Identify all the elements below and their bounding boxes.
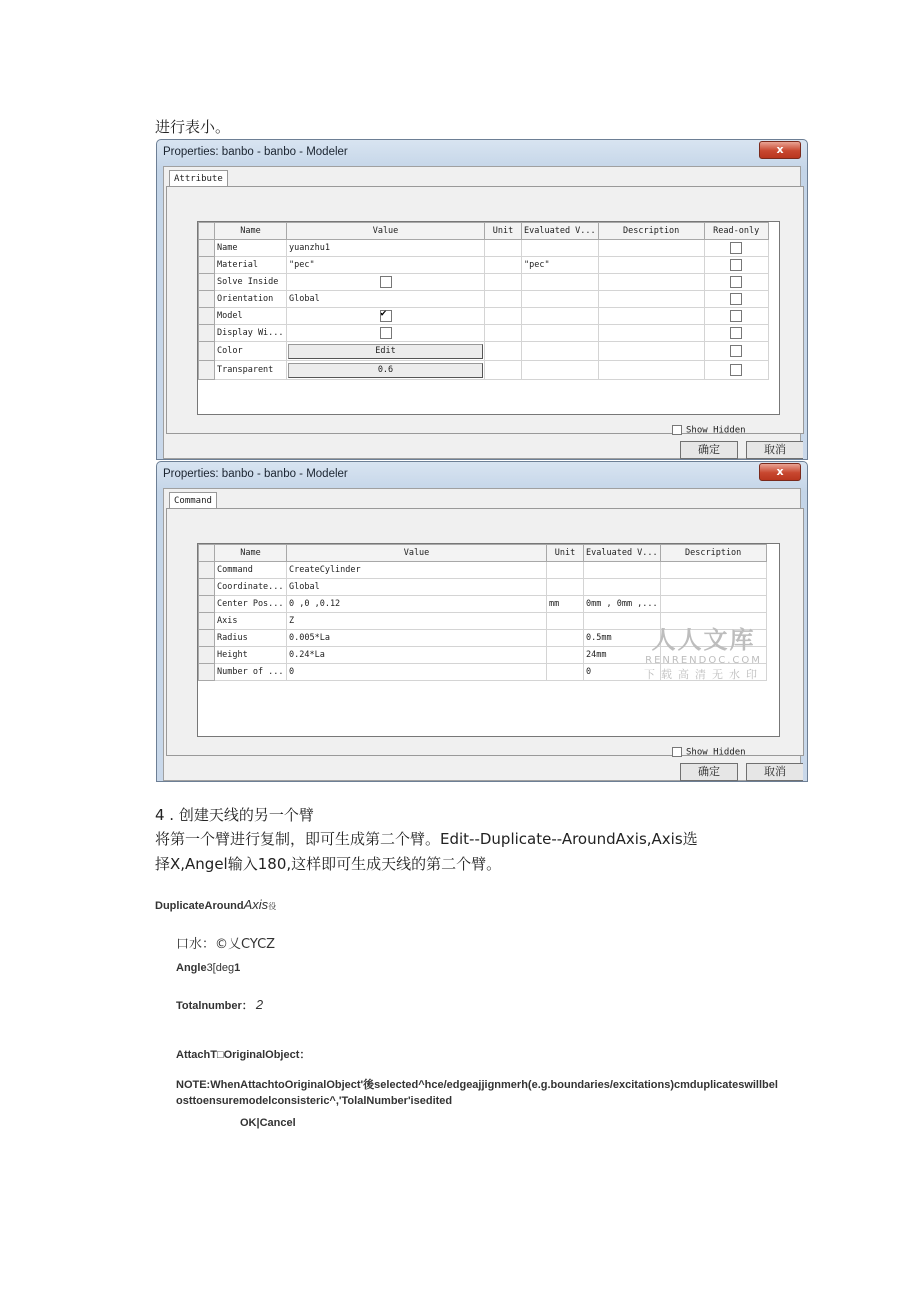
table-row[interactable] — [199, 308, 769, 325]
value-cell[interactable]: 0 ,0 ,0.12 — [287, 596, 547, 613]
column-header[interactable]: Evaluated V... — [522, 223, 599, 240]
evaluated-cell — [522, 325, 599, 342]
readonly-cell — [704, 308, 768, 325]
value-cell[interactable]: 0.005*La — [287, 630, 547, 647]
readonly-checkbox[interactable] — [730, 276, 742, 288]
readonly-cell — [704, 240, 768, 257]
unit-cell — [485, 361, 522, 380]
title-bar — [157, 462, 807, 488]
total-number-value: 2 — [255, 997, 264, 1012]
total-number-label: Totalnumber： — [176, 1000, 253, 1012]
readonly-checkbox[interactable] — [730, 327, 742, 339]
unit-cell — [485, 308, 522, 325]
name-cell: Transparent — [215, 361, 287, 380]
description-cell[interactable] — [660, 562, 766, 579]
column-header[interactable]: Name — [215, 545, 287, 562]
dialog-title-c: 役 — [268, 902, 277, 911]
row-header[interactable] — [199, 630, 215, 647]
tab-panel — [166, 186, 804, 434]
value-cell[interactable]: Global — [287, 579, 547, 596]
table-row[interactable] — [199, 361, 769, 380]
value-cell[interactable] — [287, 325, 485, 342]
table-row[interactable] — [199, 562, 767, 579]
column-header[interactable]: Name — [215, 223, 287, 240]
table-row[interactable] — [199, 596, 767, 613]
angle-suffix: 1 — [234, 962, 241, 974]
unit-cell: mm — [547, 596, 584, 613]
row-header[interactable] — [199, 342, 215, 361]
window-title: Properties: banbo - banbo - Modeler — [163, 146, 348, 158]
section-heading: 4 . 创建天线的另一个臂 — [155, 806, 314, 824]
readonly-checkbox[interactable] — [730, 293, 742, 305]
column-header[interactable]: Description — [660, 545, 766, 562]
column-header[interactable]: Evaluated V... — [584, 545, 661, 562]
unit-cell — [485, 274, 522, 291]
title-bar — [157, 140, 807, 166]
name-cell: Command — [215, 562, 287, 579]
cancel-button[interactable]: 取消 — [746, 763, 803, 781]
value-cell — [287, 342, 485, 361]
evaluated-cell — [522, 361, 599, 380]
evaluated-cell: 0mm , 0mm ,... — [584, 596, 661, 613]
name-cell: Solve Inside — [215, 274, 287, 291]
row-header[interactable] — [199, 579, 215, 596]
evaluated-cell — [522, 240, 599, 257]
table-row[interactable] — [199, 240, 769, 257]
attach-line: AttachT□OriginalObject： — [176, 1049, 311, 1061]
value-cell[interactable]: Z — [287, 613, 547, 630]
show-hidden-option[interactable] — [672, 747, 746, 758]
row-header-corner — [199, 545, 215, 562]
row-header[interactable] — [199, 562, 215, 579]
name-cell: Radius — [215, 630, 287, 647]
note-text — [176, 1077, 816, 1109]
evaluated-cell: "pec" — [522, 257, 599, 274]
row-header[interactable] — [199, 240, 215, 257]
description-cell[interactable] — [598, 291, 704, 308]
transparent-slider-button[interactable]: 0.6 — [288, 363, 483, 378]
table-header-row — [199, 223, 769, 240]
unit-cell — [547, 613, 584, 630]
intro-text: 进行表小。 — [155, 118, 231, 136]
row-header[interactable] — [199, 291, 215, 308]
column-header[interactable]: Unit — [485, 223, 522, 240]
watermark — [644, 620, 763, 682]
description-cell[interactable] — [660, 596, 766, 613]
row-header[interactable] — [199, 664, 215, 681]
row-header[interactable] — [199, 361, 215, 380]
axis-options: 口水：©乂CYCZ — [176, 937, 276, 952]
readonly-checkbox[interactable] — [730, 310, 742, 322]
name-cell: Color — [215, 342, 287, 361]
readonly-cell — [704, 325, 768, 342]
value-cell[interactable]: CreateCylinder — [287, 562, 547, 579]
window-title: Properties: banbo - banbo - Modeler — [163, 468, 348, 480]
row-header[interactable] — [199, 257, 215, 274]
paragraph-line: 将第一个臂进行复制，即可生成第二个臂。Edit--Duplicate--AroundAxis,Axis选 — [155, 830, 698, 848]
table-header-row — [199, 545, 767, 562]
readonly-checkbox[interactable] — [730, 345, 742, 357]
table-row[interactable] — [199, 291, 769, 308]
show-hidden-option[interactable] — [672, 425, 746, 436]
description-cell[interactable] — [598, 325, 704, 342]
column-header[interactable]: Value — [287, 223, 485, 240]
close-button[interactable]: x — [759, 141, 801, 159]
value-cell[interactable] — [287, 274, 485, 291]
dialog-title-a: DuplicateAround — [155, 900, 244, 912]
table-row[interactable] — [199, 579, 767, 596]
description-cell[interactable] — [598, 342, 704, 361]
value-cell[interactable]: "pec" — [287, 257, 485, 274]
row-header[interactable] — [199, 274, 215, 291]
value-cell[interactable]: Global — [287, 291, 485, 308]
evaluated-cell — [522, 274, 599, 291]
show-hidden-checkbox[interactable] — [672, 425, 682, 435]
row-header[interactable] — [199, 596, 215, 613]
row-header-corner — [199, 223, 215, 240]
show-hidden-checkbox[interactable] — [672, 747, 682, 757]
name-cell: Name — [215, 240, 287, 257]
tab-command[interactable]: Command — [169, 492, 217, 509]
name-cell: Model — [215, 308, 287, 325]
name-cell: Center Pos... — [215, 596, 287, 613]
note-line: osttoensuremodelconsisteric^,'TolalNumber'isedited — [176, 1095, 453, 1107]
show-hidden-label: Show Hidden — [686, 747, 746, 758]
unit-cell — [547, 579, 584, 596]
display-wireframe-checkbox[interactable] — [380, 327, 392, 339]
readonly-cell — [704, 257, 768, 274]
angle-label: Angle — [176, 962, 207, 974]
properties-grid — [197, 221, 780, 415]
description-cell[interactable] — [598, 308, 704, 325]
evaluated-cell: 24mm — [584, 647, 661, 664]
row-header[interactable] — [199, 325, 215, 342]
window-client — [163, 166, 801, 459]
ok-button[interactable]: 确定 — [680, 441, 738, 459]
ok-button[interactable]: 确定 — [680, 763, 738, 781]
ok-cancel-text: OK|Cancel — [240, 1117, 296, 1129]
tab-attribute[interactable]: Attribute — [169, 170, 228, 187]
readonly-cell — [704, 361, 768, 380]
angle-value: 3[deg — [206, 962, 235, 974]
close-button[interactable]: x — [759, 463, 801, 481]
evaluated-cell — [522, 342, 599, 361]
column-header[interactable]: Unit — [547, 545, 584, 562]
description-cell[interactable] — [598, 257, 704, 274]
table-row[interactable] — [199, 325, 769, 342]
evaluated-cell — [522, 308, 599, 325]
watermark-tag: 下载高清无水印 — [644, 668, 763, 681]
cancel-button[interactable]: 取消 — [746, 441, 803, 459]
evaluated-cell — [584, 579, 661, 596]
column-header[interactable]: Description — [598, 223, 704, 240]
unit-cell — [485, 291, 522, 308]
model-checkbox[interactable] — [380, 310, 392, 322]
evaluated-cell — [584, 562, 661, 579]
dialog-title — [155, 897, 276, 912]
note-line: NOTE:WhenAttachtoOriginalObject'後selected^hce/edgeajjignmerh(e.g.boundaries/excitations)cmduplicateswillbel — [176, 1079, 778, 1091]
row-header[interactable] — [199, 613, 215, 630]
readonly-checkbox[interactable] — [730, 364, 742, 376]
paragraph-line: 择X,Angel输入180,这样即可生成天线的第二个臂。 — [155, 855, 502, 873]
readonly-checkbox[interactable] — [730, 259, 742, 271]
properties-window-attribute — [156, 139, 808, 460]
unit-cell — [485, 240, 522, 257]
column-header[interactable]: Read-only — [704, 223, 768, 240]
unit-cell — [547, 647, 584, 664]
description-cell[interactable] — [660, 579, 766, 596]
evaluated-cell — [522, 291, 599, 308]
row-header[interactable] — [199, 647, 215, 664]
solve-inside-checkbox[interactable] — [380, 276, 392, 288]
name-cell: Display Wi... — [215, 325, 287, 342]
readonly-cell — [704, 342, 768, 361]
unit-cell — [547, 630, 584, 647]
properties-table — [198, 222, 769, 380]
name-cell: Material — [215, 257, 287, 274]
readonly-checkbox[interactable] — [730, 242, 742, 254]
name-cell: Axis — [215, 613, 287, 630]
row-header[interactable] — [199, 308, 215, 325]
unit-cell — [547, 664, 584, 681]
unit-cell — [485, 257, 522, 274]
value-cell — [287, 361, 485, 380]
value-cell[interactable] — [287, 308, 485, 325]
watermark-cn: 人人文库 — [651, 626, 756, 654]
dialog-title-b: Axis — [243, 897, 269, 912]
table-row[interactable] — [199, 342, 769, 361]
description-cell[interactable] — [598, 274, 704, 291]
angle-line — [176, 962, 240, 974]
total-number-line — [176, 997, 263, 1013]
name-cell: Height — [215, 647, 287, 664]
description-cell[interactable] — [598, 240, 704, 257]
unit-cell — [485, 342, 522, 361]
unit-cell — [485, 325, 522, 342]
table-row[interactable] — [199, 257, 769, 274]
watermark-en: RENRENDOC.COM — [645, 655, 762, 666]
name-cell: Number of ... — [215, 664, 287, 681]
value-cell[interactable]: 0.24*La — [287, 647, 547, 664]
show-hidden-label: Show Hidden — [686, 425, 746, 436]
name-cell: Orientation — [215, 291, 287, 308]
value-cell[interactable]: 0 — [287, 664, 547, 681]
table-row[interactable] — [199, 274, 769, 291]
name-cell: Coordinate... — [215, 579, 287, 596]
color-edit-button[interactable]: Edit — [288, 344, 483, 359]
evaluated-cell: 0 — [584, 664, 661, 681]
value-cell[interactable]: yuanzhu1 — [287, 240, 485, 257]
description-cell[interactable] — [598, 361, 704, 380]
readonly-cell — [704, 274, 768, 291]
evaluated-cell: 0.5mm — [584, 630, 661, 647]
readonly-cell — [704, 291, 768, 308]
column-header[interactable]: Value — [287, 545, 547, 562]
unit-cell — [547, 562, 584, 579]
